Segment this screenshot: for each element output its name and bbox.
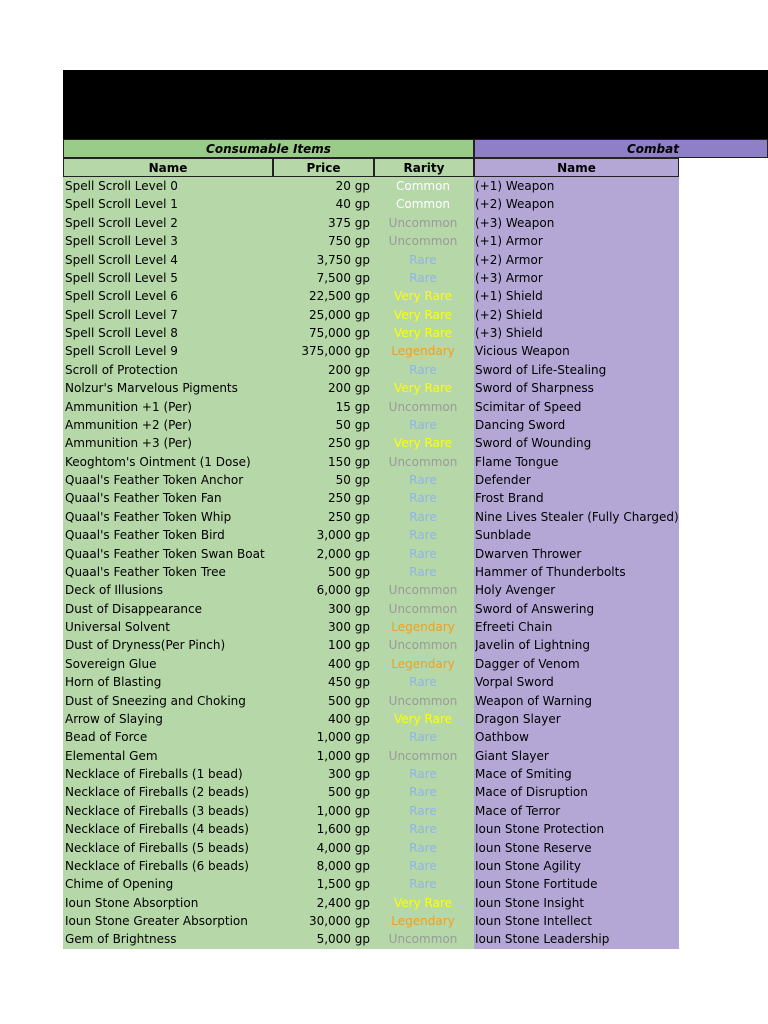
table-row[interactable] [0, 765, 768, 783]
item-rarity-cell[interactable]: Rare [409, 877, 437, 892]
item-rarity-cell[interactable]: Uncommon [388, 583, 458, 598]
item-rarity-cell[interactable]: Rare [409, 803, 437, 818]
item-price-cell[interactable]: 7,500 gp [316, 270, 370, 285]
table-row[interactable] [0, 379, 768, 397]
item-price-cell[interactable]: 2,400 gp [316, 895, 370, 910]
combat-item-name-cell[interactable]: (+2) Armor [475, 252, 543, 267]
item-rarity-cell[interactable]: Legendary [391, 656, 455, 671]
item-rarity-cell[interactable]: Legendary [391, 620, 455, 634]
item-name-cell[interactable]: Spell Scroll Level 2 [65, 215, 178, 230]
item-price-cell[interactable]: 400 gp [328, 711, 370, 726]
table-row[interactable] [0, 820, 768, 838]
item-price-cell[interactable]: 5,000 gp [316, 932, 370, 947]
item-rarity-cell[interactable]: Common [395, 197, 451, 212]
item-rarity-cell[interactable]: Rare [409, 785, 437, 800]
combat-item-name-cell[interactable]: Ioun Stone Agility [475, 858, 582, 873]
combat-item-name-cell[interactable]: Vorpal Sword [475, 675, 554, 690]
combat-item-name-cell[interactable]: Nine Lives Stealer (Fully Charged) [475, 509, 679, 524]
item-table [0, 177, 768, 949]
table-row[interactable] [0, 471, 768, 489]
item-name-cell[interactable]: Chime of Opening [65, 877, 174, 892]
table-row[interactable] [0, 177, 768, 195]
item-name-cell[interactable]: Spell Scroll Level 8 [65, 326, 178, 340]
combat-item-name-cell[interactable]: (+2) Shield [475, 307, 543, 322]
item-rarity-cell[interactable]: Uncommon [388, 601, 458, 616]
table-row[interactable] [0, 489, 768, 507]
header-combat-name: Name [474, 158, 679, 177]
table-row[interactable] [0, 747, 768, 765]
combat-item-name-cell[interactable]: Mace of Terror [475, 803, 561, 818]
combat-item-name-cell[interactable]: Ioun Stone Insight [475, 895, 585, 910]
item-name-cell[interactable]: Ammunition +1 (Per) [65, 399, 192, 414]
item-price-cell[interactable]: 2,000 gp [316, 546, 370, 561]
header-name: Name [63, 158, 273, 177]
header-price: Price [273, 158, 374, 177]
item-name-cell[interactable]: Spell Scroll Level 9 [65, 344, 178, 359]
combat-item-name-cell[interactable]: Ioun Stone Fortitude [475, 877, 598, 892]
item-name-cell[interactable]: Quaal's Feather Token Tree [65, 564, 226, 579]
item-name-cell[interactable]: Necklace of Fireballs (6 beads) [65, 858, 249, 873]
table-row[interactable] [0, 857, 768, 875]
item-rarity-cell[interactable]: Rare [409, 858, 437, 873]
item-name-cell[interactable]: Elemental Gem [65, 748, 158, 763]
table-row[interactable] [0, 195, 768, 213]
combat-item-name-cell[interactable]: Dancing Sword [475, 417, 566, 432]
combat-item-name-cell[interactable]: Weapon of Warning [475, 693, 592, 708]
item-price-cell[interactable]: 300 gp [328, 620, 370, 634]
item-price-cell[interactable]: 300 gp [328, 601, 370, 616]
combat-item-name-cell[interactable]: Dagger of Venom [475, 656, 580, 671]
item-name-cell[interactable]: Ioun Stone Absorption [65, 895, 199, 910]
item-price-cell[interactable]: 450 gp [328, 675, 370, 690]
item-price-cell[interactable]: 15 gp [335, 399, 370, 414]
item-price-cell[interactable]: 3,000 gp [316, 528, 370, 543]
table-row[interactable] [0, 710, 768, 728]
item-price-cell[interactable]: 150 gp [328, 454, 370, 469]
item-price-cell[interactable]: 500 gp [328, 564, 370, 579]
item-price-cell[interactable]: 75,000 gp [308, 326, 370, 340]
table-row[interactable] [0, 214, 768, 232]
table-row[interactable] [0, 342, 768, 360]
item-price-cell[interactable]: 400 gp [328, 656, 370, 671]
item-name-cell[interactable]: Keoghtom's Ointment (1 Dose) [65, 454, 251, 469]
item-price-cell[interactable]: 1,000 gp [316, 803, 370, 818]
combat-item-name-cell[interactable]: Hammer of Thunderbolts [475, 564, 626, 579]
item-price-cell[interactable]: 3,750 gp [316, 252, 370, 267]
combat-item-name-cell[interactable]: Ioun Stone Leadership [475, 932, 610, 947]
table-row[interactable] [0, 306, 768, 324]
combat-item-name-cell[interactable]: Sword of Wounding [475, 436, 592, 451]
table-row[interactable] [0, 802, 768, 820]
item-rarity-cell[interactable]: Rare [409, 546, 437, 561]
item-price-cell[interactable]: 50 gp [335, 417, 370, 432]
item-rarity-cell[interactable]: Common [395, 179, 451, 193]
item-price-cell[interactable]: 40 gp [335, 197, 370, 212]
table-row[interactable] [0, 912, 768, 930]
item-name-cell[interactable]: Quaal's Feather Token Anchor [65, 473, 244, 487]
item-rarity-cell[interactable]: Rare [409, 252, 437, 267]
combat-item-name-cell[interactable]: Dragon Slayer [475, 711, 561, 726]
item-name-cell[interactable]: Quaal's Feather Token Bird [65, 528, 225, 543]
item-rarity-cell[interactable]: Rare [409, 564, 437, 579]
item-name-cell[interactable]: Quaal's Feather Token Fan [65, 491, 222, 506]
item-name-cell[interactable]: Quaal's Feather Token Whip [65, 509, 232, 524]
combat-item-name-cell[interactable]: (+3) Armor [475, 270, 543, 285]
item-rarity-cell[interactable]: Very Rare [394, 307, 452, 322]
combat-item-name-cell[interactable]: (+2) Weapon [475, 197, 555, 212]
combat-item-name-cell[interactable]: Mace of Disruption [475, 785, 588, 800]
combat-item-name-cell[interactable]: Sword of Answering [475, 601, 595, 616]
combat-item-name-cell[interactable]: (+3) Shield [475, 326, 543, 340]
item-rarity-cell[interactable]: Very Rare [394, 381, 452, 396]
section-combat: Combat [474, 139, 768, 158]
table-row[interactable] [0, 636, 768, 654]
item-name-cell[interactable]: Spell Scroll Level 6 [65, 289, 178, 304]
combat-item-name-cell[interactable]: Dwarven Thrower [475, 546, 582, 561]
item-price-cell[interactable]: 375 gp [328, 215, 370, 230]
combat-item-name-cell[interactable]: Ioun Stone Protection [475, 822, 605, 837]
item-rarity-cell[interactable]: Very Rare [394, 436, 452, 451]
combat-item-name-cell[interactable]: Frost Brand [475, 491, 544, 506]
table-row[interactable] [0, 269, 768, 287]
item-name-cell[interactable]: Spell Scroll Level 0 [65, 179, 178, 193]
item-rarity-cell[interactable]: Rare [409, 840, 437, 855]
item-price-cell[interactable]: 1,000 gp [316, 730, 370, 745]
item-name-cell[interactable]: Deck of Illusions [65, 583, 163, 598]
item-name-cell[interactable]: Universal Solvent [65, 620, 170, 634]
item-rarity-cell[interactable]: Rare [409, 270, 437, 285]
item-rarity-cell[interactable]: Rare [409, 473, 437, 487]
combat-item-name-cell[interactable]: Javelin of Lightning [475, 638, 590, 653]
table-row[interactable] [0, 453, 768, 471]
combat-item-name-cell[interactable]: Oathbow [475, 730, 529, 745]
item-rarity-cell[interactable]: Uncommon [388, 748, 458, 763]
item-price-cell[interactable]: 6,000 gp [316, 583, 370, 598]
table-row[interactable] [0, 875, 768, 893]
combat-item-name-cell[interactable]: Vicious Weapon [475, 344, 570, 359]
item-name-cell[interactable]: Horn of Blasting [65, 675, 162, 690]
table-row[interactable] [0, 618, 768, 636]
item-name-cell[interactable]: Ioun Stone Greater Absorption [65, 914, 248, 928]
item-name-cell[interactable]: Ammunition +3 (Per) [65, 436, 192, 451]
item-rarity-cell[interactable]: Uncommon [388, 638, 458, 653]
item-name-cell[interactable]: Gem of Brightness [65, 932, 177, 947]
table-row[interactable] [0, 839, 768, 857]
item-rarity-cell[interactable]: Uncommon [388, 399, 458, 414]
item-price-cell[interactable]: 500 gp [328, 785, 370, 800]
item-name-cell[interactable]: Spell Scroll Level 3 [65, 234, 178, 249]
item-price-cell[interactable]: 500 gp [328, 693, 370, 708]
combat-item-name-cell[interactable]: Mace of Smiting [475, 767, 572, 781]
combat-item-name-cell[interactable]: Ioun Stone Reserve [475, 840, 592, 855]
item-rarity-cell[interactable]: Uncommon [388, 454, 458, 469]
item-price-cell[interactable]: 20 gp [335, 179, 370, 193]
table-row[interactable] [0, 692, 768, 710]
combat-item-name-cell[interactable]: (+3) Weapon [475, 215, 555, 230]
item-name-cell[interactable]: Spell Scroll Level 7 [65, 307, 178, 322]
item-rarity-cell[interactable]: Very Rare [394, 289, 452, 304]
table-row[interactable] [0, 251, 768, 269]
item-price-cell[interactable]: 1,500 gp [316, 877, 370, 892]
item-price-cell[interactable]: 1,000 gp [316, 748, 370, 763]
item-price-cell[interactable]: 200 gp [328, 362, 370, 377]
item-rarity-cell[interactable]: Rare [409, 730, 437, 745]
combat-item-name-cell[interactable]: (+1) Shield [475, 289, 543, 304]
item-price-cell[interactable]: 30,000 gp [308, 914, 370, 928]
table-row[interactable] [0, 894, 768, 912]
item-name-cell[interactable]: Ammunition +2 (Per) [65, 417, 192, 432]
combat-item-name-cell[interactable]: Ioun Stone Intellect [475, 914, 592, 928]
table-row[interactable] [0, 434, 768, 452]
title-banner [63, 70, 768, 139]
item-rarity-cell[interactable]: Very Rare [394, 711, 452, 726]
table-row[interactable] [0, 398, 768, 416]
item-name-cell[interactable]: Dust of Dryness(Per Pinch) [65, 638, 226, 653]
item-rarity-cell[interactable]: Uncommon [388, 215, 458, 230]
item-rarity-cell[interactable]: Rare [409, 528, 437, 543]
item-name-cell[interactable]: Scroll of Protection [65, 362, 178, 377]
item-name-cell[interactable]: Spell Scroll Level 1 [65, 197, 178, 212]
item-rarity-cell[interactable]: Rare [409, 491, 437, 506]
item-name-cell[interactable]: Spell Scroll Level 4 [65, 252, 178, 267]
item-price-cell[interactable]: 250 gp [328, 436, 370, 451]
combat-item-name-cell[interactable]: (+1) Armor [475, 234, 543, 249]
combat-item-name-cell[interactable]: Holy Avenger [475, 583, 556, 598]
item-name-cell[interactable]: Bead of Force [65, 730, 148, 745]
table-row[interactable] [0, 673, 768, 691]
item-rarity-cell[interactable]: Legendary [391, 914, 455, 928]
item-rarity-cell[interactable]: Very Rare [394, 326, 452, 340]
table-row[interactable] [0, 563, 768, 581]
item-price-cell[interactable]: 250 gp [328, 491, 370, 506]
item-rarity-cell[interactable]: Rare [409, 767, 437, 781]
table-row[interactable] [0, 728, 768, 746]
combat-item-name-cell[interactable]: Sunblade [475, 528, 532, 543]
item-name-cell[interactable]: Quaal's Feather Token Swan Boat [65, 546, 265, 561]
item-name-cell[interactable]: Necklace of Fireballs (2 beads) [65, 785, 249, 800]
item-rarity-cell[interactable]: Legendary [391, 344, 455, 359]
table-row[interactable] [0, 287, 768, 305]
item-name-cell[interactable]: Necklace of Fireballs (3 beads) [65, 803, 249, 818]
item-name-cell[interactable]: Nolzur's Marvelous Pigments [65, 381, 238, 396]
combat-item-name-cell[interactable]: Defender [475, 473, 531, 487]
item-price-cell[interactable]: 250 gp [328, 509, 370, 524]
combat-item-name-cell[interactable]: Sword of Life-Stealing [475, 362, 607, 377]
table-row[interactable] [0, 783, 768, 801]
combat-item-name-cell[interactable]: Sword of Sharpness [475, 381, 594, 396]
item-rarity-cell[interactable]: Very Rare [394, 895, 452, 910]
item-price-cell[interactable]: 300 gp [328, 767, 370, 781]
item-name-cell[interactable]: Necklace of Fireballs (1 bead) [65, 767, 243, 781]
item-price-cell[interactable]: 4,000 gp [316, 840, 370, 855]
item-price-cell[interactable]: 750 gp [328, 234, 370, 249]
table-row[interactable] [0, 416, 768, 434]
item-rarity-cell[interactable]: Rare [409, 362, 437, 377]
table-row[interactable] [0, 361, 768, 379]
combat-item-name-cell[interactable]: (+1) Weapon [475, 179, 555, 193]
section-consumable-items: Consumable Items [63, 139, 474, 158]
item-price-cell[interactable]: 200 gp [328, 381, 370, 396]
item-price-cell[interactable]: 50 gp [335, 473, 370, 487]
item-name-cell[interactable]: Sovereign Glue [65, 656, 157, 671]
table-row[interactable] [0, 232, 768, 250]
item-price-cell[interactable]: 25,000 gp [308, 307, 370, 322]
table-row[interactable] [0, 600, 768, 618]
item-price-cell[interactable]: 8,000 gp [316, 858, 370, 873]
item-name-cell[interactable]: Necklace of Fireballs (4 beads) [65, 822, 249, 837]
table-row[interactable] [0, 508, 768, 526]
combat-item-name-cell[interactable]: Flame Tongue [475, 454, 559, 469]
item-name-cell[interactable]: Necklace of Fireballs (5 beads) [65, 840, 249, 855]
table-row[interactable] [0, 655, 768, 673]
table-row[interactable] [0, 581, 768, 599]
table-row[interactable] [0, 545, 768, 563]
item-price-cell[interactable]: 375,000 gp [301, 344, 370, 359]
table-row[interactable] [0, 324, 768, 342]
item-price-cell[interactable]: 22,500 gp [308, 289, 370, 304]
combat-item-name-cell[interactable]: Scimitar of Speed [475, 399, 582, 414]
item-rarity-cell[interactable]: Rare [409, 509, 437, 524]
header-rarity: Rarity [374, 158, 474, 177]
item-name-cell[interactable]: Dust of Disappearance [65, 601, 203, 616]
combat-item-name-cell[interactable]: Giant Slayer [475, 748, 549, 763]
item-rarity-cell[interactable]: Rare [409, 822, 437, 837]
item-price-cell[interactable]: 1,600 gp [316, 822, 370, 837]
item-rarity-cell[interactable]: Uncommon [388, 234, 458, 249]
item-rarity-cell[interactable]: Rare [409, 417, 437, 432]
item-name-cell[interactable]: Dust of Sneezing and Choking [65, 693, 246, 708]
table-row[interactable] [0, 526, 768, 544]
item-rarity-cell[interactable]: Uncommon [388, 693, 458, 708]
combat-item-name-cell[interactable]: Efreeti Chain [475, 620, 553, 634]
item-rarity-cell[interactable]: Rare [409, 675, 437, 690]
item-name-cell[interactable]: Arrow of Slaying [65, 711, 163, 726]
item-rarity-cell[interactable]: Uncommon [388, 932, 458, 947]
table-row[interactable] [0, 930, 768, 948]
item-price-cell[interactable]: 100 gp [328, 638, 370, 653]
item-name-cell[interactable]: Spell Scroll Level 5 [65, 270, 178, 285]
